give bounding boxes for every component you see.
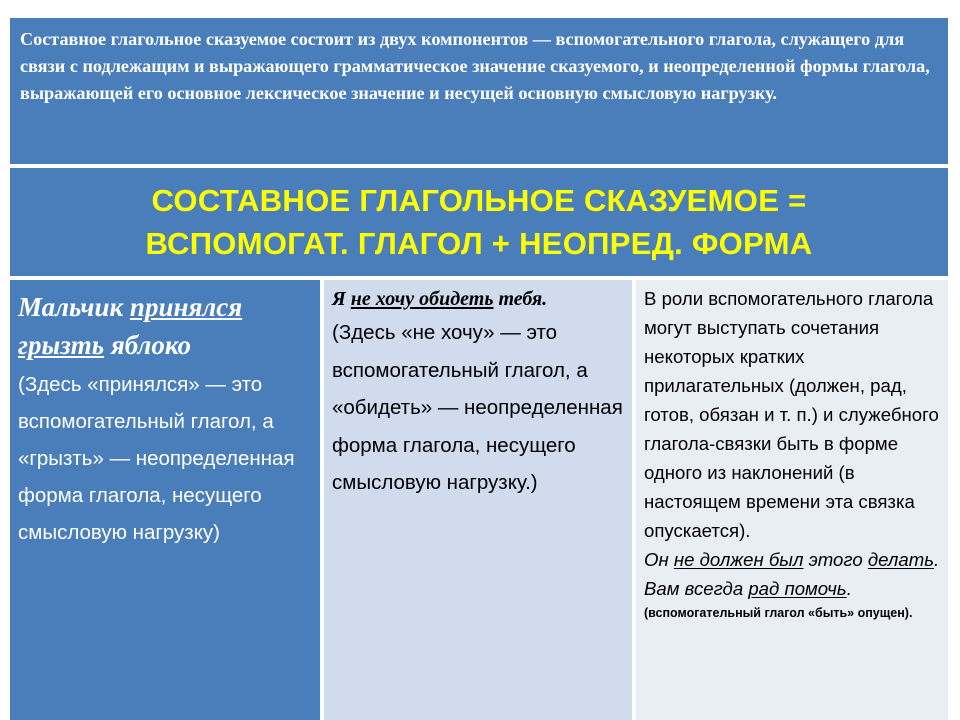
example-1-auxiliary-verb: принялся: [129, 292, 243, 322]
definition-row: [10, 18, 948, 166]
example-3-end: .: [933, 549, 940, 570]
formula-line-2: ВСПОМОГАТ. ГЛАГОЛ + НЕОПРЕД. ФОРМА: [145, 226, 813, 261]
example-3-infinitive: делать: [867, 549, 934, 570]
formula-line-1: СОСТАВНОЕ ГЛАГОЛЬНОЕ СКАЗУЕМОЕ =: [151, 183, 807, 218]
example-sentence-3: [644, 545, 942, 574]
example-4-start: Вам всегда: [644, 578, 749, 599]
example-3-middle: этого: [803, 549, 868, 570]
example-2-subject: Я: [332, 288, 351, 310]
example-4-end: .: [846, 578, 852, 599]
example-2-explanation: (Здесь «не хочу» — это вспомогательный глагол, а «обидеть» — неопределенная форма глагола, несущего смысловую нагрузку.): [332, 321, 623, 494]
example-sentence-4: [644, 574, 942, 603]
example-sentence-2: [332, 286, 626, 312]
example-1-explanation: (Здесь «принялся» — это вспомогательный глагол, а «грызть» — неопределенная форма глагола, несущего смысловую нагрузку): [18, 373, 295, 544]
definition-text: Составное глагольное сказуемое состоит из двух компонентов — вспомогательного глагола, служащего для связи с подлежащим и выражающего грамматическое значение сказуемого, и неопределенной формы глагола, выражающей его основное лексическое значение и несущей основную смысловую нагрузку.: [20, 29, 930, 103]
rule-table: [10, 18, 948, 720]
example-2-object: тебя.: [493, 288, 548, 310]
example-3-subject: Он: [644, 549, 674, 570]
example-1-infinitive: грызть: [18, 330, 105, 360]
omitted-verb-note: (вспомогательный глагол «быть» опущен).: [644, 606, 913, 620]
auxiliary-verb-note: В роли вспомогательного глагола могут выступать сочетания некоторых кратких прилагательных (должен, рад, готов, обязан и т. п.) и служебного глагола-связки быть в форме одного из наклонений (в настоящем времени эта связка опускается).: [644, 288, 939, 541]
example-cell-1: [10, 280, 322, 720]
example-2-predicate: не хочу обидеть: [350, 288, 494, 310]
example-1-object: яблоко: [104, 330, 192, 360]
example-3-predicate: не должен был: [673, 549, 804, 570]
note-cell: [636, 280, 948, 720]
example-4-predicate: рад помочь: [748, 578, 847, 599]
example-cell-2: [324, 280, 634, 720]
example-1-subject: Мальчик: [18, 292, 130, 322]
formula-heading: [10, 168, 948, 278]
example-sentence-1: [18, 288, 314, 364]
